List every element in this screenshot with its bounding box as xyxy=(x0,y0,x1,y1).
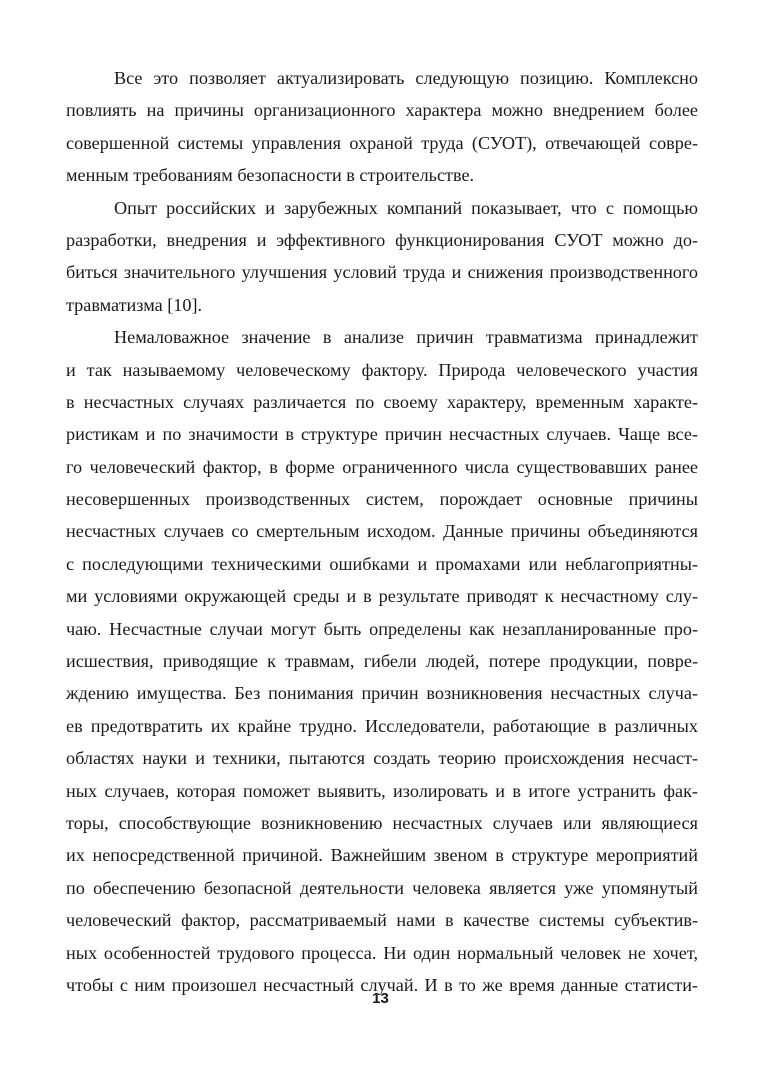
text-line: Опыт российских и зарубежных компаний показывает, что с помощью xyxy=(114,197,698,218)
text-line: менным требованиям безопасности в строительстве. xyxy=(66,165,475,186)
text-line: биться значительного улучшения условий труда и снижения производственного xyxy=(66,262,698,283)
paragraph-2 xyxy=(66,192,698,322)
text-line: исшествия, приводящие к травмам, гибели людей, потере продукции, повре- xyxy=(66,651,698,672)
text-line: ристикам и по значимости в структуре причин несчастных случаев. Чаще все- xyxy=(66,424,698,445)
text-line: ми условиями окружающей среды и в результате приводят к несчастному слу- xyxy=(66,586,698,607)
text-line: в несчастных случаях различается по своему характеру, временным характе- xyxy=(66,391,698,412)
text-line: человеческий фактор, рассматриваемый нами в качестве системы субъектив- xyxy=(66,910,698,931)
text-line: разработки, внедрения и эффективного функционирования СУОТ можно до- xyxy=(66,229,698,250)
text-line: Все это позволяет актуализировать следующую позицию. Комплексно xyxy=(114,68,698,88)
text-line: с последующими техническими ошибками и промахами или неблагоприятны- xyxy=(66,553,698,574)
text-line: несчастных случаев со смертельным исходом. Данные причины объединяются xyxy=(66,521,698,542)
text-line: травматизма [10]. xyxy=(66,294,203,315)
text-line: ных особенностей трудового процесса. Ни один нормальный человек не хочет, xyxy=(66,942,698,963)
text-line: областях науки и техники, пытаются создать теорию происхождения несчаст- xyxy=(66,748,698,769)
text-line: по обеспечению безопасной деятельности человека является уже упомянутый xyxy=(66,877,698,898)
text-line: совершенной системы управления охраной труда (СУОТ), отвечающей совре- xyxy=(66,132,698,153)
text-line: чаю. Несчастные случаи могут быть определены как незапланированные про- xyxy=(66,618,698,639)
text-line: го человеческий фактор, в форме ограниченного числа существовавших ранее xyxy=(66,456,698,477)
text-line: несовершенных производственных систем, порождает основные причины xyxy=(66,489,698,510)
text-line: Немаловажное значение в анализе причин травматизма принадлежит xyxy=(114,327,698,348)
text-line: ждению имущества. Без понимания причин возникновения несчастных случа- xyxy=(66,683,698,704)
paragraph-1 xyxy=(66,62,698,192)
text-line: ных случаев, которая поможет выявить, изолировать и в итоге устранить фак- xyxy=(66,780,698,801)
text-line: и так называемому человеческому фактору. Природа человеческого участия xyxy=(66,359,698,380)
text-line: их непосредственной причиной. Важнейшим звеном в структуре мероприятий xyxy=(66,845,698,866)
text-line: ев предотвратить их крайне трудно. Исследователи, работающие в различных xyxy=(66,715,698,736)
text-line: повлиять на причины организационного характера можно внедрением более xyxy=(66,100,698,121)
paragraph-3 xyxy=(66,321,698,1001)
text-line: торы, способствующие возникновению несчастных случаев или являющиеся xyxy=(66,812,698,833)
text-line: чтобы с ним произошел несчастный случай. И в то же время данные статисти- xyxy=(66,974,698,995)
text-body xyxy=(66,62,698,1001)
page-number: 13 xyxy=(372,990,389,1007)
